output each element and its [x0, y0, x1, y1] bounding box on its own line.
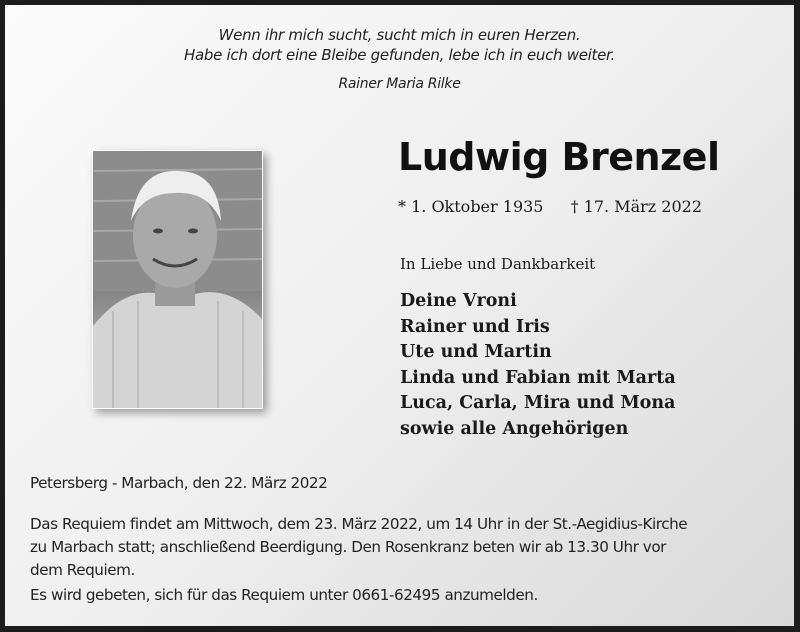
quote-line-2: Habe ich dort eine Bleibe gefunden, lebe ich in euch weiter.	[184, 46, 615, 64]
thanks-line: In Liebe und Dankbarkeit	[400, 255, 596, 273]
life-dates	[398, 197, 724, 216]
quote-line-1: Wenn ihr mich sucht, sucht mich in euren Herzen.	[218, 26, 581, 44]
mourner: sowie alle Angehörigen	[400, 418, 629, 439]
death-date: † 17. März 2022	[570, 197, 702, 216]
requiem-line: dem Requiem.	[30, 561, 135, 579]
requiem-line: Das Requiem findet am Mittwoch, dem 23. März 2022, um 14 Uhr in der St.-Aegidius-Kirche	[30, 515, 688, 533]
requiem-info	[30, 513, 687, 582]
obituary-notice	[5, 5, 794, 626]
birth-date: * 1. Oktober 1935	[398, 197, 544, 216]
mourner: Ute und Martin	[400, 342, 552, 363]
deceased-name: Ludwig Brenzel	[398, 135, 720, 179]
mourner: Linda und Fabian mit Marta	[400, 367, 676, 388]
registration-note: Es wird gebeten, sich für das Requiem unter 0661-62495 anzumelden.	[30, 586, 538, 604]
quote-author: Rainer Maria Rilke	[338, 76, 461, 92]
mourners-list	[400, 289, 676, 443]
mourner: Rainer und Iris	[400, 316, 550, 337]
mourner: Luca, Carla, Mira und Mona	[400, 393, 676, 414]
portrait-photo	[92, 150, 263, 409]
place-date: Petersberg - Marbach, den 22. März 2022	[30, 474, 328, 492]
mourner: Deine Vroni	[400, 291, 517, 311]
requiem-line: zu Marbach statt; anschließend Beerdigung. Den Rosenkranz beten wir ab 13.30 Uhr vor	[30, 538, 666, 556]
